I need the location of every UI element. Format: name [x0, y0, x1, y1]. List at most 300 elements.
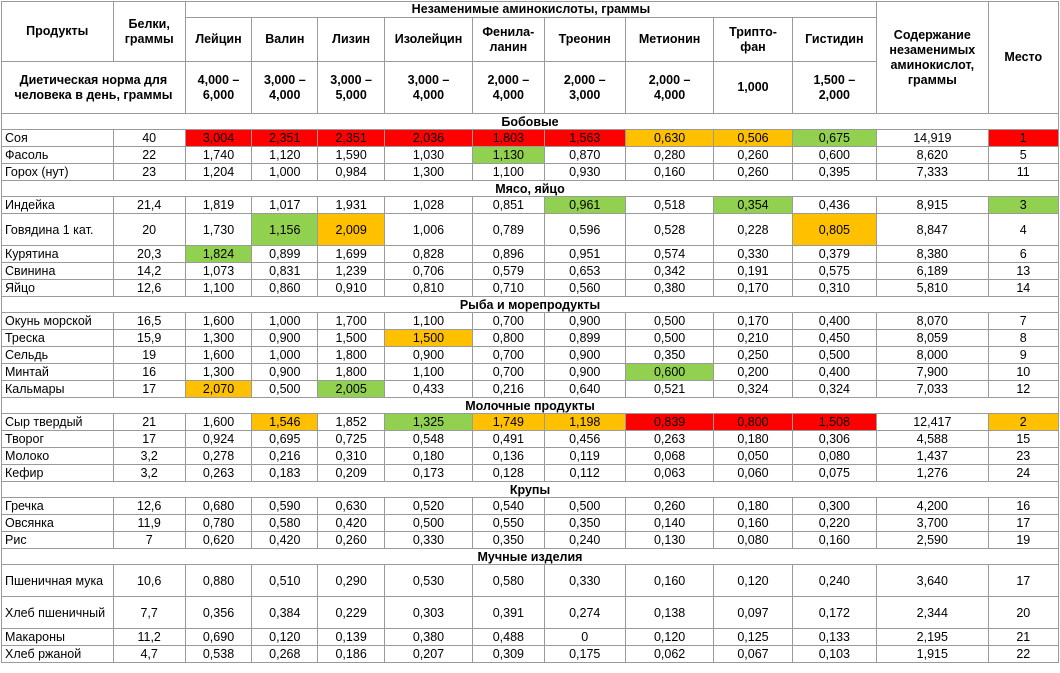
amino-value-cell: 0,175: [544, 646, 625, 663]
amino-value-cell: 1,000: [252, 347, 318, 364]
place-cell: 24: [988, 465, 1058, 482]
amino-value-cell: 0,828: [384, 246, 472, 263]
amino-value-cell: 0,899: [544, 330, 625, 347]
product-name-cell: Сыр твердый: [2, 414, 114, 431]
protein-cell: 7: [113, 532, 185, 549]
amino-value-cell: 0,330: [384, 532, 472, 549]
amino-value-cell: 0,130: [625, 532, 713, 549]
amino-value-cell: 1,508: [792, 414, 876, 431]
amino-value-cell: 0,180: [384, 448, 472, 465]
amino-value-cell: 0,350: [473, 532, 544, 549]
protein-cell: 21: [113, 414, 185, 431]
total-cell: 12,417: [877, 414, 989, 431]
amino-value-cell: 1,000: [252, 313, 318, 330]
header-amino-0: Лейцин: [185, 18, 251, 62]
norm-value-1: 3,000 – 4,000: [252, 62, 318, 114]
place-cell: 16: [988, 498, 1058, 515]
amino-value-cell: 0,900: [252, 330, 318, 347]
amino-value-cell: 0,380: [625, 280, 713, 297]
section-header-row: [2, 549, 1059, 565]
amino-value-cell: 0,630: [318, 498, 384, 515]
amino-value-cell: 0,640: [544, 381, 625, 398]
amino-value-cell: 1,800: [318, 347, 384, 364]
amino-value-cell: 1,030: [384, 147, 472, 164]
section-title: Крупы: [2, 482, 1059, 498]
header-amino-5: Треонин: [544, 18, 625, 62]
header-total: Содержание незаменимых аминокислот, граммы: [877, 2, 989, 114]
amino-value-cell: 0,229: [318, 597, 384, 629]
protein-cell: 3,2: [113, 448, 185, 465]
amino-value-cell: 0,506: [714, 130, 792, 147]
amino-value-cell: 0,630: [625, 130, 713, 147]
amino-value-cell: 0,800: [473, 330, 544, 347]
amino-value-cell: 0,600: [792, 147, 876, 164]
protein-cell: 10,6: [113, 565, 185, 597]
amino-value-cell: 1,600: [185, 347, 251, 364]
table-row: [2, 330, 1059, 347]
protein-cell: 11,2: [113, 629, 185, 646]
table-row: [2, 381, 1059, 398]
table-row: [2, 414, 1059, 431]
place-cell: 9: [988, 347, 1058, 364]
amino-value-cell: 0,060: [714, 465, 792, 482]
amino-value-cell: 1,100: [384, 313, 472, 330]
table-row: [2, 263, 1059, 280]
amino-value-cell: 0,268: [252, 646, 318, 663]
product-name-cell: Соя: [2, 130, 114, 147]
amino-value-cell: 0,063: [625, 465, 713, 482]
amino-value-cell: 0,180: [714, 431, 792, 448]
amino-value-cell: 0,050: [714, 448, 792, 465]
protein-cell: 12,6: [113, 498, 185, 515]
section-title: Мясо, яйцо: [2, 181, 1059, 197]
table-row: [2, 597, 1059, 629]
amino-value-cell: 0,805: [792, 214, 876, 246]
amino-value-cell: 0,851: [473, 197, 544, 214]
amino-value-cell: 0,436: [792, 197, 876, 214]
table-header: [2, 2, 1059, 114]
amino-value-cell: 0,574: [625, 246, 713, 263]
amino-value-cell: 0,290: [318, 565, 384, 597]
amino-value-cell: 0,160: [714, 515, 792, 532]
place-cell: 6: [988, 246, 1058, 263]
amino-value-cell: 1,300: [185, 330, 251, 347]
amino-value-cell: 0,160: [792, 532, 876, 549]
amino-value-cell: 0,170: [714, 280, 792, 297]
amino-value-cell: 0,510: [252, 565, 318, 597]
amino-value-cell: 2,005: [318, 381, 384, 398]
amino-value-cell: 1,017: [252, 197, 318, 214]
product-name-cell: Молоко: [2, 448, 114, 465]
amino-value-cell: 0,120: [252, 629, 318, 646]
header-products: Продукты: [2, 2, 114, 62]
product-name-cell: Минтай: [2, 364, 114, 381]
amino-value-cell: 1,600: [185, 414, 251, 431]
amino-value-cell: 0,500: [625, 313, 713, 330]
amino-value-cell: 1,100: [185, 280, 251, 297]
amino-value-cell: 0,170: [714, 313, 792, 330]
header-amino-3: Изолейцин: [384, 18, 472, 62]
total-cell: 2,590: [877, 532, 989, 549]
amino-value-cell: 0,350: [625, 347, 713, 364]
product-name-cell: Хлеб ржаной: [2, 646, 114, 663]
place-cell: 10: [988, 364, 1058, 381]
amino-value-cell: 0,420: [318, 515, 384, 532]
amino-value-cell: 1,749: [473, 414, 544, 431]
section-title: Бобовые: [2, 114, 1059, 130]
amino-value-cell: 0,899: [252, 246, 318, 263]
amino-value-cell: 0,488: [473, 629, 544, 646]
product-name-cell: Индейка: [2, 197, 114, 214]
amino-value-cell: 0,580: [473, 565, 544, 597]
amino-value-cell: 0,590: [252, 498, 318, 515]
amino-value-cell: 0,324: [792, 381, 876, 398]
amino-value-cell: 1,239: [318, 263, 384, 280]
amino-value-cell: 0,160: [625, 565, 713, 597]
product-name-cell: Гречка: [2, 498, 114, 515]
product-name-cell: Макароны: [2, 629, 114, 646]
place-cell: 3: [988, 197, 1058, 214]
section-title: Рыба и морепродукты: [2, 297, 1059, 313]
amino-value-cell: 0,900: [252, 364, 318, 381]
amino-value-cell: 1,500: [384, 330, 472, 347]
amino-value-cell: 0,400: [792, 364, 876, 381]
amino-value-cell: 0,310: [318, 448, 384, 465]
amino-value-cell: 0,548: [384, 431, 472, 448]
amino-value-cell: 0,580: [252, 515, 318, 532]
amino-value-cell: 0,173: [384, 465, 472, 482]
amino-value-cell: 0,136: [473, 448, 544, 465]
total-cell: 8,000: [877, 347, 989, 364]
amino-value-cell: 0,303: [384, 597, 472, 629]
amino-value-cell: 0,274: [544, 597, 625, 629]
amino-value-cell: 1,028: [384, 197, 472, 214]
table-row: [2, 164, 1059, 181]
amino-value-cell: 0,725: [318, 431, 384, 448]
amino-value-cell: 0,068: [625, 448, 713, 465]
place-cell: 15: [988, 431, 1058, 448]
protein-cell: 15,9: [113, 330, 185, 347]
amino-value-cell: 0,354: [714, 197, 792, 214]
amino-value-cell: 0,900: [384, 347, 472, 364]
protein-cell: 16: [113, 364, 185, 381]
amino-value-cell: 1,130: [473, 147, 544, 164]
amino-value-cell: 0,112: [544, 465, 625, 482]
place-cell: 22: [988, 646, 1058, 663]
protein-cell: 19: [113, 347, 185, 364]
section-title: Молочные продукты: [2, 398, 1059, 414]
section-header-row: [2, 181, 1059, 197]
total-cell: 1,915: [877, 646, 989, 663]
amino-value-cell: 0,680: [185, 498, 251, 515]
total-cell: 1,437: [877, 448, 989, 465]
amino-value-cell: 0,309: [473, 646, 544, 663]
total-cell: 8,915: [877, 197, 989, 214]
product-name-cell: Пшеничная мука: [2, 565, 114, 597]
product-name-cell: Курятина: [2, 246, 114, 263]
total-cell: 3,640: [877, 565, 989, 597]
header-amino-1: Валин: [252, 18, 318, 62]
table-row: [2, 629, 1059, 646]
amino-value-cell: 0,540: [473, 498, 544, 515]
amino-value-cell: 0,228: [714, 214, 792, 246]
amino-value-cell: 0,380: [384, 629, 472, 646]
total-cell: 4,200: [877, 498, 989, 515]
norm-label: Диетическая норма для человека в день, граммы: [2, 62, 186, 114]
amino-value-cell: 0,210: [714, 330, 792, 347]
amino-value-cell: 0,528: [625, 214, 713, 246]
amino-value-cell: 0,550: [473, 515, 544, 532]
amino-value-cell: 0,984: [318, 164, 384, 181]
total-cell: 6,189: [877, 263, 989, 280]
amino-value-cell: 1,563: [544, 130, 625, 147]
amino-value-cell: 0,139: [318, 629, 384, 646]
amino-value-cell: 1,100: [473, 164, 544, 181]
amino-value-cell: 0,700: [473, 313, 544, 330]
protein-cell: 4,7: [113, 646, 185, 663]
amino-value-cell: 0,695: [252, 431, 318, 448]
amino-value-cell: 0,103: [792, 646, 876, 663]
table-row: [2, 214, 1059, 246]
table-row: [2, 431, 1059, 448]
place-cell: 17: [988, 515, 1058, 532]
amino-value-cell: 0,280: [625, 147, 713, 164]
product-name-cell: Окунь морской: [2, 313, 114, 330]
place-cell: 21: [988, 629, 1058, 646]
amino-value-cell: 1,800: [318, 364, 384, 381]
protein-cell: 20: [113, 214, 185, 246]
table-row: [2, 565, 1059, 597]
amino-value-cell: 0,900: [544, 347, 625, 364]
product-name-cell: Сельдь: [2, 347, 114, 364]
table-row: [2, 130, 1059, 147]
header-amino-8: Гистидин: [792, 18, 876, 62]
total-cell: 2,344: [877, 597, 989, 629]
amino-value-cell: 0,839: [625, 414, 713, 431]
amino-value-cell: 2,351: [252, 130, 318, 147]
amino-value-cell: 0,800: [714, 414, 792, 431]
section-header-row: [2, 398, 1059, 414]
amino-value-cell: 0,138: [625, 597, 713, 629]
amino-value-cell: 0,097: [714, 597, 792, 629]
amino-value-cell: 0,961: [544, 197, 625, 214]
amino-value-cell: 0,140: [625, 515, 713, 532]
place-cell: 20: [988, 597, 1058, 629]
amino-value-cell: 0,896: [473, 246, 544, 263]
table-row: [2, 465, 1059, 482]
amino-value-cell: 0,900: [544, 364, 625, 381]
amino-value-cell: 0,456: [544, 431, 625, 448]
amino-value-cell: 1,931: [318, 197, 384, 214]
amino-value-cell: 1,819: [185, 197, 251, 214]
product-name-cell: Фасоль: [2, 147, 114, 164]
table-row: [2, 515, 1059, 532]
amino-value-cell: 0,128: [473, 465, 544, 482]
section-title: Мучные изделия: [2, 549, 1059, 565]
amino-value-cell: 1,700: [318, 313, 384, 330]
amino-value-cell: 0,700: [473, 347, 544, 364]
place-cell: 11: [988, 164, 1058, 181]
norm-value-3: 3,000 – 4,000: [384, 62, 472, 114]
total-cell: 1,276: [877, 465, 989, 482]
amino-value-cell: 0,306: [792, 431, 876, 448]
amino-value-cell: 1,546: [252, 414, 318, 431]
header-amino-7: Трипто- фан: [714, 18, 792, 62]
protein-cell: 14,2: [113, 263, 185, 280]
amino-value-cell: 0,530: [384, 565, 472, 597]
amino-value-cell: 0,538: [185, 646, 251, 663]
header-protein: Белки, граммы: [113, 2, 185, 62]
amino-value-cell: 0,342: [625, 263, 713, 280]
amino-value-cell: 1,699: [318, 246, 384, 263]
total-cell: 8,059: [877, 330, 989, 347]
product-name-cell: Кальмары: [2, 381, 114, 398]
amino-value-cell: 0,160: [625, 164, 713, 181]
norm-value-5: 2,000 – 3,000: [544, 62, 625, 114]
product-name-cell: Свинина: [2, 263, 114, 280]
amino-value-cell: 0,120: [714, 565, 792, 597]
protein-cell: 23: [113, 164, 185, 181]
amino-value-cell: 1,600: [185, 313, 251, 330]
amino-value-cell: 0,520: [384, 498, 472, 515]
amino-value-cell: 1,006: [384, 214, 472, 246]
amino-value-cell: 0,260: [714, 147, 792, 164]
amino-value-cell: 0,075: [792, 465, 876, 482]
amino-value-cell: 0,200: [714, 364, 792, 381]
amino-value-cell: 0,260: [318, 532, 384, 549]
amino-value-cell: 0,400: [792, 313, 876, 330]
amino-value-cell: 1,500: [318, 330, 384, 347]
amino-value-cell: 0,521: [625, 381, 713, 398]
place-cell: 8: [988, 330, 1058, 347]
place-cell: 4: [988, 214, 1058, 246]
place-cell: 19: [988, 532, 1058, 549]
amino-value-cell: 0,350: [544, 515, 625, 532]
amino-value-cell: 0,575: [792, 263, 876, 280]
amino-value-cell: 0,263: [625, 431, 713, 448]
total-cell: 4,588: [877, 431, 989, 448]
place-cell: 23: [988, 448, 1058, 465]
amino-value-cell: 0,910: [318, 280, 384, 297]
amino-value-cell: 0,133: [792, 629, 876, 646]
amino-value-cell: 0: [544, 629, 625, 646]
amino-value-cell: 0,310: [792, 280, 876, 297]
amino-value-cell: 0,391: [473, 597, 544, 629]
total-cell: 14,919: [877, 130, 989, 147]
amino-value-cell: 0,384: [252, 597, 318, 629]
product-name-cell: Треска: [2, 330, 114, 347]
amino-value-cell: 0,216: [252, 448, 318, 465]
protein-cell: 17: [113, 381, 185, 398]
amino-value-cell: 0,420: [252, 532, 318, 549]
amino-value-cell: 0,172: [792, 597, 876, 629]
amino-value-cell: 0,596: [544, 214, 625, 246]
total-cell: 3,700: [877, 515, 989, 532]
amino-value-cell: 0,207: [384, 646, 472, 663]
amino-value-cell: 0,620: [185, 532, 251, 549]
amino-value-cell: 0,216: [473, 381, 544, 398]
amino-value-cell: 0,263: [185, 465, 251, 482]
table-row: [2, 147, 1059, 164]
protein-cell: 12,6: [113, 280, 185, 297]
amino-value-cell: 0,379: [792, 246, 876, 263]
amino-value-cell: 0,330: [714, 246, 792, 263]
product-name-cell: Кефир: [2, 465, 114, 482]
table-row: [2, 280, 1059, 297]
place-cell: 17: [988, 565, 1058, 597]
amino-value-cell: 0,880: [185, 565, 251, 597]
table-row: [2, 347, 1059, 364]
amino-value-cell: 0,706: [384, 263, 472, 280]
place-cell: 7: [988, 313, 1058, 330]
amino-value-cell: 0,240: [544, 532, 625, 549]
total-cell: 5,810: [877, 280, 989, 297]
amino-value-cell: 3,004: [185, 130, 251, 147]
product-name-cell: Яйцо: [2, 280, 114, 297]
amino-value-cell: 0,120: [625, 629, 713, 646]
amino-value-cell: 0,491: [473, 431, 544, 448]
amino-value-cell: 0,186: [318, 646, 384, 663]
section-header-row: [2, 482, 1059, 498]
amino-value-cell: 0,700: [473, 364, 544, 381]
amino-value-cell: 0,191: [714, 263, 792, 280]
amino-value-cell: 0,209: [318, 465, 384, 482]
amino-value-cell: 0,080: [792, 448, 876, 465]
amino-value-cell: 0,951: [544, 246, 625, 263]
protein-cell: 22: [113, 147, 185, 164]
amino-value-cell: 0,324: [714, 381, 792, 398]
amino-value-cell: 0,067: [714, 646, 792, 663]
amino-value-cell: 0,330: [544, 565, 625, 597]
amino-value-cell: 2,009: [318, 214, 384, 246]
amino-value-cell: 0,183: [252, 465, 318, 482]
product-name-cell: Овсянка: [2, 515, 114, 532]
amino-value-cell: 0,450: [792, 330, 876, 347]
amino-value-cell: 0,062: [625, 646, 713, 663]
total-cell: 7,900: [877, 364, 989, 381]
header-amino-6: Метионин: [625, 18, 713, 62]
amino-value-cell: 0,500: [792, 347, 876, 364]
place-cell: 13: [988, 263, 1058, 280]
header-amino-2: Лизин: [318, 18, 384, 62]
amino-value-cell: 0,924: [185, 431, 251, 448]
table-row: [2, 498, 1059, 515]
header-place: Место: [988, 2, 1058, 114]
protein-cell: 17: [113, 431, 185, 448]
total-cell: 8,070: [877, 313, 989, 330]
total-cell: 8,620: [877, 147, 989, 164]
table-row: [2, 197, 1059, 214]
header-essential-group: Незаменимые аминокислоты, граммы: [185, 2, 876, 18]
total-cell: 2,195: [877, 629, 989, 646]
amino-value-cell: 2,070: [185, 381, 251, 398]
total-cell: 8,380: [877, 246, 989, 263]
amino-value-cell: 1,198: [544, 414, 625, 431]
product-name-cell: Творог: [2, 431, 114, 448]
place-cell: 14: [988, 280, 1058, 297]
protein-cell: 40: [113, 130, 185, 147]
amino-value-cell: 0,220: [792, 515, 876, 532]
amino-value-cell: 0,653: [544, 263, 625, 280]
amino-value-cell: 0,300: [792, 498, 876, 515]
total-cell: 8,847: [877, 214, 989, 246]
amino-value-cell: 1,824: [185, 246, 251, 263]
amino-value-cell: 0,278: [185, 448, 251, 465]
amino-value-cell: 1,073: [185, 263, 251, 280]
table-row: [2, 313, 1059, 330]
section-header-row: [2, 297, 1059, 313]
amino-value-cell: 1,156: [252, 214, 318, 246]
